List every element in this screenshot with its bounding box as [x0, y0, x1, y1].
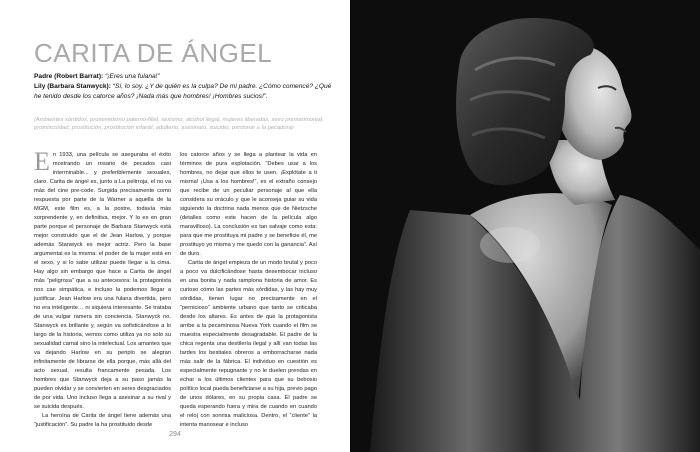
quote-speaker-2: Lily (Barbara Stanwyck): — [34, 82, 111, 90]
page-number: 294 — [169, 431, 181, 438]
paragraph: La heroína de Carita de ángel tiene además una “justificación”. Su padre la ha prostituido desde — [34, 413, 171, 429]
theme-tags: (Ambientes sórdidos, proxenetismo paterno-filial, sexismo, alcohol ilegal, mujeres liberadas, sexo premarimonial, promiscuidad, prostitución, prostitución infantil, adulterio, asesinato, suicidio, perdonar a la pecadora) — [34, 117, 324, 131]
opening-quote — [34, 72, 334, 101]
chapter-title: CARITA DE ÁNGEL — [34, 38, 273, 68]
quote-line-1: “¡Eres una fulana!” — [105, 73, 160, 80]
text-column-2 — [180, 151, 317, 430]
paragraph — [34, 147, 171, 412]
quote-line-2: “Sí, lo soy. ¿Y de quién es la culpa? De mi padre. ¿Cómo comencé? ¿Qué he tenido desde los catorce años? ¡Nada más que hombres! ¡Hombres sucios!”. — [34, 82, 332, 100]
paragraph: los catorce años y se llega a plantear la vida en términos de pura explotación. “Debes usar a los hombres, no dejar que ellos te usen. ¡Explótate a ti misma! ¡Usa a los hombres!”, es el extraño consejo que recibe de un peculiar personaje al que ella considera su oráculo y que le aconseja guiar su vida siguiendo la doctrina nada menos que de Nietzsche (detalles como este hacen de la película algo maravilloso). La conclusión es tan salvaje como esta: para que me prostituya mi padre y se beneficie él, me prostituyo yo misma y me quedo con la ganancia”. Así de duro. — [180, 152, 317, 258]
portrait-photo — [350, 0, 700, 452]
text-column-1 — [34, 147, 171, 430]
drop-cap: E — [34, 147, 50, 176]
right-page — [350, 0, 700, 452]
paragraph: Carita de ángel empieza de un modo brutal y poco a poco va dulcificándose hasta desembocar incluso en una bonita y nada ramplona historia de amor. Es curioso cómo las partes más sórdidas, y las hay muy sórdidas, tienen lugar no precisamente en el “pernicioso” ambiente urbano que tanto se criticaba desde los altares. Es antes de que la protagonista arribe a la pecaminosa Nueva York cuando el film se muestra especialmente desagradable. El padre de la chica regenta una destilería ilegal y allí van todas las tardes los bestiales obreros a emborracharse nada más salir de la fábrica. El individuo en cuestión es especialmente repugnante y no le duelen prendas en echar a los últimos clientes para que su bebosio político local pueda beneficiarse a su hija, previo pago de unos dólares, en su propia casa. El padre se queda esperando fuera y mira de cuando en cuando el reloj con sonrisa maliciosa. Dentro, el “cliente” la intenta manosear e incluso — [180, 260, 317, 429]
quote-speaker-1: Padre (Robert Barrat): — [34, 73, 104, 80]
paragraph-text: n 1933, una película se aseguraba el éxito mostrando un rosario de pecados casi interminable... y preferiblemente sexuales, claro. Carita de ángel es, junto a La pelirroja, el no va más del cine pre-code. Surgida precisamente como respuesta por parte de la Warner a aquella de la MGM, este film es, a la postre, todavía más sorprendente y, en definitiva, mejor. Y lo es en gran parte porque el personaje de Barbara Stanwyck está mejor construido que el de Jean Harlow, y porque además Stanwyck es mejor actriz. Pero la base argumental es la misma: el poder de la mujer está en el sexo, y si lo sabe utilizar puede llegar a la cima. Hay algo sin embargo que hace a Carita de ángel más “peligrosa” que a su antecesora: la protagonista nos cae simpática, e incluso la podemos llegar a justificar. Jean Harlow era una fulana divertida, pero no era inteligente… ni siquiera interesante. Se trataba de una vulgar ramera sin conciencia. Stanwyck no. Stanwyck es brillante y, según va sofisticándose a lo largo de la historia, vemos como utiliza ya no solo su sexualidad carnal sino la intelectual. Los amantes que va dejando Harlow en su periplo se alegran infinitamente de librarse de ella porque, más allá del acto sexual, resulta francamente pesada. Los hombres que Stanwyck deja a su paso jamás la pueden olvidar y se convierten en seres desgraciados de por vida. Uno incluso llega a asesinar a su rival y se suicida después. — [34, 152, 171, 411]
